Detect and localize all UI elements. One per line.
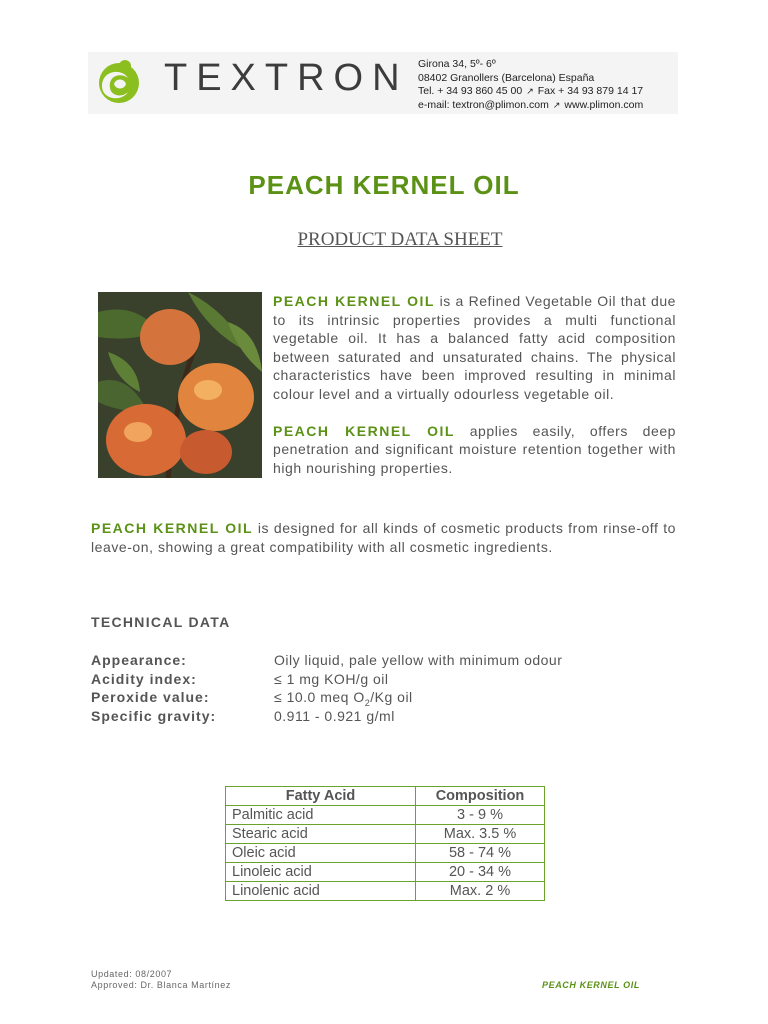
fatty-acid-composition: Max. 3.5 % <box>416 825 545 844</box>
tech-value: Oily liquid, pale yellow with minimum odour <box>274 652 563 668</box>
tech-label: Specific gravity: <box>91 707 217 724</box>
tech-label: Appearance: <box>91 652 187 668</box>
tech-value-post: /Kg oil <box>370 689 413 706</box>
address-line2: 08402 Granollers (Barcelona) España <box>418 71 595 84</box>
letterhead <box>88 52 678 114</box>
tech-value <box>274 689 413 708</box>
intro-section <box>91 292 676 495</box>
email[interactable]: e-mail: textron@plimon.com <box>418 98 549 111</box>
fatty-acid-name: Oleic acid <box>226 844 416 863</box>
tech-row-peroxide <box>91 689 651 708</box>
intro-text-2: applies easily, offers deep penetration and significant moisture retention together with high nourishing properties. <box>273 422 676 476</box>
tech-row-acidity <box>91 671 651 690</box>
fatty-acid-name: Stearic acid <box>226 825 416 844</box>
fatty-acid-name: Palmitic acid <box>226 806 416 825</box>
fatty-acid-composition: 58 - 74 % <box>416 844 545 863</box>
company-name: TEXTRON <box>164 57 409 99</box>
tech-value-pre: ≤ 10.0 meq O <box>274 689 365 706</box>
column-header: Fatty Acid <box>226 787 416 806</box>
fatty-acid-composition: 3 - 9 % <box>416 806 545 825</box>
technical-data-heading: TECHNICAL DATA <box>91 614 231 630</box>
tech-label: Peroxide value: <box>91 689 210 706</box>
fatty-acid-composition: Max. 2 % <box>416 882 545 901</box>
updated-date: Updated: 08/2007 <box>91 969 173 979</box>
telephone: Tel. + 34 93 860 45 00 <box>418 85 523 97</box>
page-title: PEACH KERNEL OIL <box>248 170 520 200</box>
product-name-highlight: PEACH KERNEL OIL <box>91 520 254 536</box>
intro-text-1: is a Refined Vegetable Oil that due to its intrinsic properties provides a multi functional vegetable oil. It has a balanced fatty acid composition between saturated and unsaturated chains. The physical characteristics have been improved resulting in minimal colour level and a virtually odourless vegetable oil. <box>273 293 676 402</box>
column-header: Composition <box>416 787 545 806</box>
table-header-row <box>226 787 545 806</box>
tech-value-sub: 2 <box>364 697 371 708</box>
footer-info <box>91 969 231 991</box>
intro-text-3: is designed for all kinds of cosmetic products from rinse-off to leave-on, showing a great compatibility with all cosmetic ingredients. <box>91 520 676 555</box>
fatty-acid-name: Linolenic acid <box>226 882 416 901</box>
table-row <box>226 825 545 844</box>
peach-photo <box>98 292 262 478</box>
product-name-highlight: PEACH KERNEL OIL <box>273 293 435 309</box>
table-row <box>226 863 545 882</box>
intro-paragraph-3 <box>91 519 676 556</box>
peach-illustration <box>98 292 262 478</box>
tech-row-gravity <box>91 708 651 727</box>
textron-logo-icon <box>92 56 142 106</box>
arrow-icon: ↗ <box>552 99 561 110</box>
contact-block <box>418 58 643 112</box>
arrow-icon: ↗ <box>526 86 534 96</box>
email-web-line <box>418 99 643 113</box>
technical-data-list <box>91 652 651 726</box>
table-row <box>226 806 545 825</box>
tech-value: 0.911 - 0.921 g/ml <box>274 707 395 724</box>
table-row <box>226 844 545 863</box>
tech-value: ≤ 1 mg KOH/g oil <box>274 670 389 687</box>
fax: Fax + 34 93 879 14 17 <box>537 85 644 97</box>
approved-by: Approved: Dr. Blanca Martínez <box>91 980 231 990</box>
website[interactable]: www.plimon.com <box>564 98 644 111</box>
tech-row-appearance <box>91 652 651 671</box>
phone-fax-line <box>418 85 643 99</box>
footer-product-name: PEACH KERNEL OIL <box>542 980 640 990</box>
fatty-acid-name: Linoleic acid <box>226 863 416 882</box>
tech-label: Acidity index: <box>91 670 197 687</box>
product-name-highlight: PEACH KERNEL OIL <box>273 422 455 439</box>
fatty-acid-table <box>225 786 545 901</box>
address-line1: Girona 34, 5º- 6º <box>418 58 496 70</box>
fatty-acid-composition: 20 - 34 % <box>416 863 545 882</box>
table-row <box>226 882 545 901</box>
page-subtitle: PRODUCT DATA SHEET <box>297 229 503 250</box>
